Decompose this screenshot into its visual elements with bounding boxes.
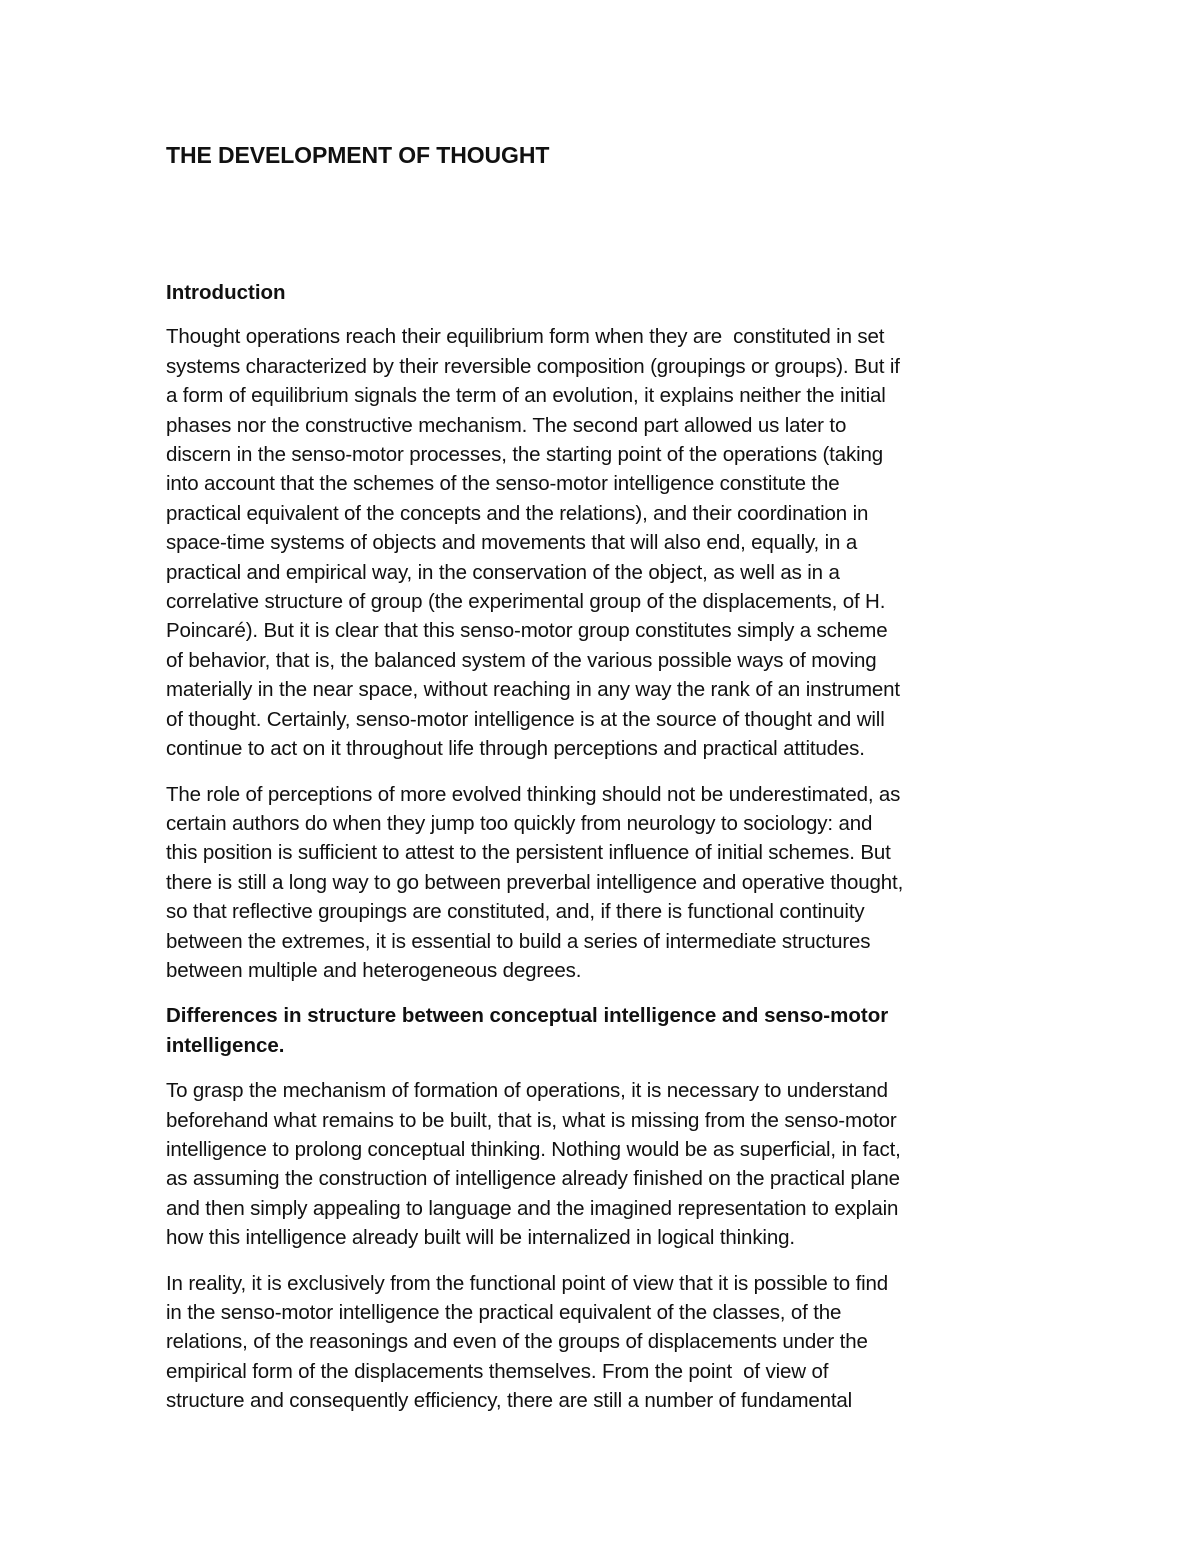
text-line: beforehand what remains to be built, that is, what is missing from the senso-motor bbox=[166, 1108, 897, 1132]
text-line: materially in the near space, without reaching in any way the rank of an instrument bbox=[166, 678, 900, 702]
paragraph bbox=[166, 322, 1038, 763]
text-line: certain authors do when they jump too quickly from neurology to sociology: and bbox=[166, 811, 873, 835]
text-line: In reality, it is exclusively from the functional point of view that it is possible to find bbox=[166, 1271, 889, 1295]
text-line: correlative structure of group (the experimental group of the displacements, of H. bbox=[166, 590, 886, 614]
heading-line: intelligence. bbox=[166, 1033, 285, 1057]
heading-line: Differences in structure between conceptual intelligence and senso-motor bbox=[166, 1004, 889, 1028]
text-line: Thought operations reach their equilibrium form when they are constituted in set bbox=[166, 325, 885, 349]
text-line: between multiple and heterogeneous degrees. bbox=[166, 958, 582, 982]
text-line: discern in the senso-motor processes, the starting point of the operations (taking bbox=[166, 443, 883, 467]
text-line: into account that the schemes of the senso-motor intelligence constitute the bbox=[166, 472, 840, 496]
text-line: empirical form of the displacements themselves. From the point of view of bbox=[166, 1359, 829, 1383]
text-line: To grasp the mechanism of formation of operations, it is necessary to understand bbox=[166, 1079, 888, 1103]
document-page bbox=[166, 138, 1038, 1416]
paragraph bbox=[166, 1269, 1038, 1416]
document-title: THE DEVELOPMENT OF THOUGHT bbox=[166, 142, 550, 168]
text-line: systems characterized by their reversible composition (groupings or groups). But if bbox=[166, 354, 900, 378]
text-line: relations, of the reasonings and even of the groups of displacements under the bbox=[166, 1330, 868, 1354]
text-line: a form of equilibrium signals the term of an evolution, it explains neither the initial bbox=[166, 384, 886, 408]
text-line: The role of perceptions of more evolved thinking should not be underestimated, as bbox=[166, 782, 901, 806]
section-heading-introduction: Introduction bbox=[166, 281, 286, 304]
paragraph bbox=[166, 780, 1038, 986]
text-line: and then simply appealing to language and the imagined representation to explain bbox=[166, 1196, 899, 1220]
paragraph bbox=[166, 1076, 1038, 1252]
text-line: there is still a long way to go between preverbal intelligence and operative thought, bbox=[166, 870, 904, 894]
text-line: structure and consequently efficiency, there are still a number of fundamental bbox=[166, 1389, 853, 1413]
text-line: between the extremes, it is essential to build a series of intermediate structures bbox=[166, 929, 871, 953]
text-line: this position is sufficient to attest to the persistent influence of initial schemes. But bbox=[166, 841, 891, 865]
text-line: practical and empirical way, in the conservation of the object, as well as in a bbox=[166, 560, 840, 584]
text-line: intelligence to prolong conceptual thinking. Nothing would be as superficial, in fact, bbox=[166, 1137, 901, 1161]
text-line: in the senso-motor intelligence the practical equivalent of the classes, of the bbox=[166, 1301, 842, 1324]
text-line: how this intelligence already built will be internalized in logical thinking. bbox=[166, 1226, 795, 1250]
text-line: so that reflective groupings are constituted, and, if there is functional continuity bbox=[166, 900, 865, 924]
text-line: Poincaré). But it is clear that this senso-motor group constitutes simply a scheme bbox=[166, 619, 888, 643]
text-line: space-time systems of objects and movements that will also end, equally, in a bbox=[166, 531, 858, 555]
text-line: of behavior, that is, the balanced system of the various possible ways of moving bbox=[166, 648, 877, 672]
text-line: of thought. Certainly, senso-motor intelligence is at the source of thought and will bbox=[166, 707, 885, 731]
section-heading-differences bbox=[166, 1001, 1038, 1060]
text-line: phases nor the constructive mechanism. The second part allowed us later to bbox=[166, 413, 847, 437]
text-line: practical equivalent of the concepts and the relations), and their coordination in bbox=[166, 501, 869, 525]
text-line: as assuming the construction of intelligence already finished on the practical plane bbox=[166, 1167, 900, 1191]
text-line: continue to act on it throughout life through perceptions and practical attitudes. bbox=[166, 737, 865, 761]
